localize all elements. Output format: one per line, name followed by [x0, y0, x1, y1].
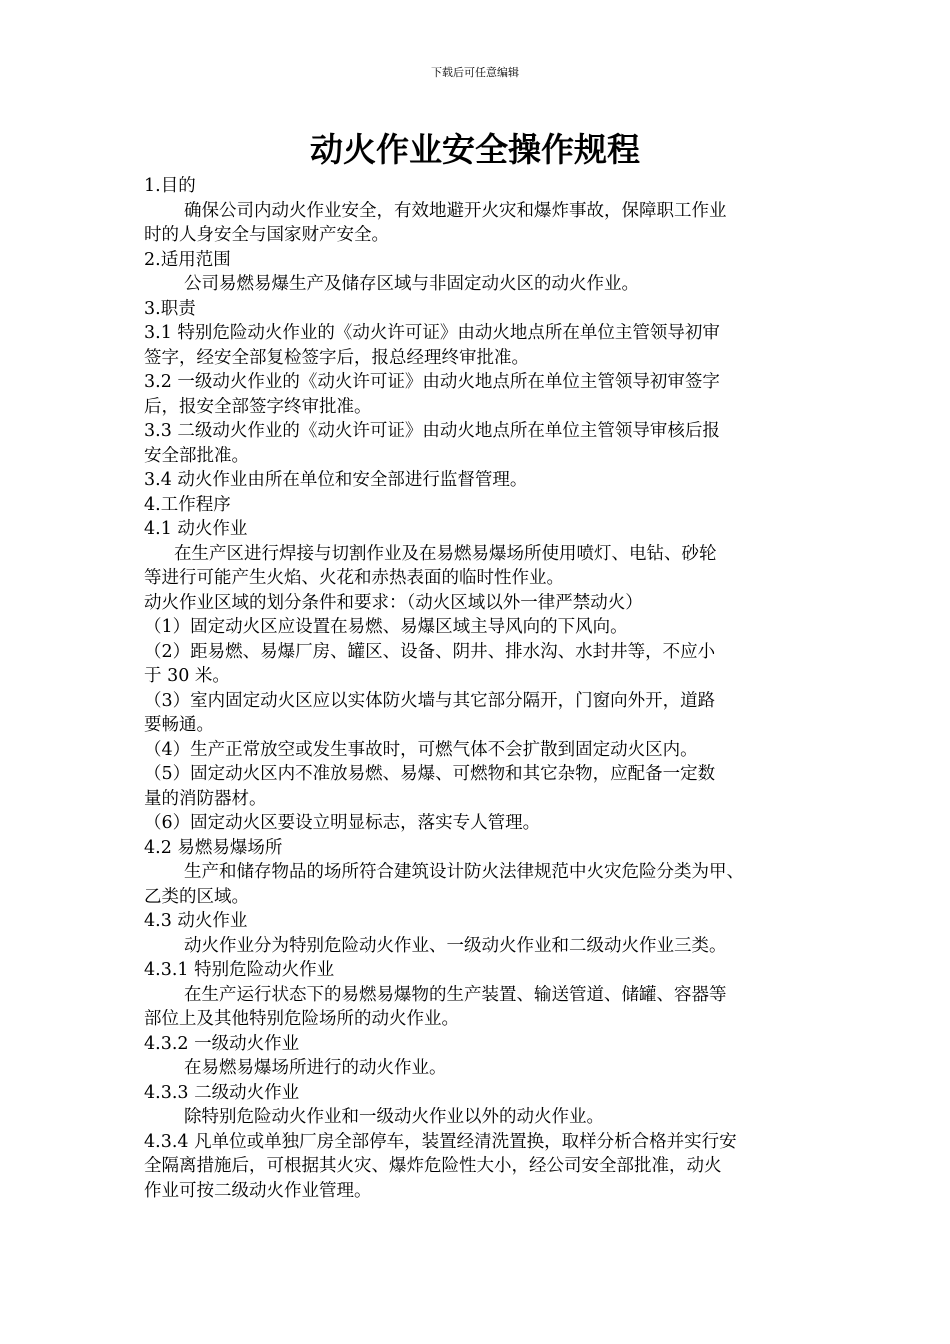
- text-line: 1.目的: [144, 176, 196, 196]
- text-line: 量的消防器材。: [144, 788, 267, 809]
- text-line: 动火作业分为特别危险动火作业、一级动火作业和二级动火作业三类。: [184, 935, 727, 956]
- text-line: 3.职责: [144, 298, 196, 319]
- text-line: 4.3.3 二级动火作业: [144, 1082, 300, 1103]
- text-line: （1）固定动火区应设置在易燃、易爆区域主导风向的下风向。: [144, 617, 628, 637]
- text-line: 在生产区进行焊接与切割作业及在易燃易爆场所使用喷灯、电钻、砂轮: [174, 543, 717, 564]
- text-line: 于 30 米。: [144, 666, 230, 686]
- text-line: 3.3 二级动火作业的《动火许可证》由动火地点所在单位主管领导审核后报: [144, 421, 720, 441]
- text-line: 在易燃易爆场所进行的动火作业。: [184, 1058, 447, 1078]
- text-line: 除特别危险动火作业和一级动火作业以外的动火作业。: [184, 1107, 604, 1127]
- text-line: 时的人身安全与国家财产安全。: [144, 225, 389, 245]
- text-line: 等进行可能产生火焰、火花和赤热表面的临时性作业。: [144, 568, 564, 588]
- text-line: 在生产运行状态下的易燃易爆物的生产装置、输送管道、储罐、容器等: [184, 984, 727, 1005]
- text-line: 3.4 动火作业由所在单位和安全部进行监督管理。: [144, 470, 528, 490]
- text-line: 2.适用范围: [144, 249, 231, 270]
- text-line: 确保公司内动火作业安全，有效地避开火灾和爆炸事故，保障职工作业: [184, 200, 727, 221]
- text-line: 动火作业区域的划分条件和要求：（动火区域以外一律严禁动火）: [144, 592, 643, 613]
- text-line: 4.3.1 特别危险动火作业: [144, 960, 335, 980]
- text-line: 4.3.4 凡单位或单独厂房全部停车，装置经清洗置换，取样分析合格并实行安: [144, 1131, 737, 1152]
- text-line: 4.2 易燃易爆场所: [144, 837, 283, 858]
- text-line: （2）距易燃、易爆厂房、罐区、设备、阴井、排水沟、水封井等，不应小: [144, 641, 716, 662]
- text-line: 4.工作程序: [144, 494, 231, 515]
- document-body: [144, 174, 809, 1203]
- text-line: 签字，经安全部复检签字后，报总经理终审批准。: [144, 347, 529, 368]
- text-line: 3.1 特别危险动火作业的《动火许可证》由动火地点所在单位主管领导初审: [144, 323, 720, 343]
- text-line: （3）室内固定动火区应以实体防火墙与其它部分隔开，门窗向外开，道路: [144, 690, 716, 711]
- text-line: （6）固定动火区要设立明显标志，落实专人管理。: [144, 813, 541, 833]
- document-title: 动火作业安全操作规程: [310, 130, 640, 169]
- header-note: 下载后可任意编辑: [431, 66, 519, 79]
- text-line: 作业可按二级动火作业管理。: [144, 1180, 372, 1201]
- text-line: 3.2 一级动火作业的《动火许可证》由动火地点所在单位主管领导初审签字: [144, 372, 720, 392]
- text-line: 4.3.2 一级动火作业: [144, 1033, 300, 1054]
- text-line: 全隔离措施后，可根据其火灾、爆炸危险性大小，经公司安全部批准，动火: [144, 1156, 722, 1176]
- text-line: （5）固定动火区内不准放易燃、易爆、可燃物和其它杂物，应配备一定数: [144, 764, 716, 784]
- text-line: 乙类的区域。: [144, 886, 249, 907]
- text-line: 要畅通。: [144, 715, 214, 735]
- text-line: （4）生产正常放空或发生事故时，可燃气体不会扩散到固定动火区内。: [144, 739, 698, 760]
- text-line: 公司易燃易爆生产及储存区域与非固定动火区的动火作业。: [184, 274, 639, 294]
- text-line: 4.3 动火作业: [144, 911, 248, 931]
- text-line: 生产和储存物品的场所符合建筑设计防火法律规范中火灾危险分类为甲、: [184, 862, 744, 882]
- text-line: 部位上及其他特别危险场所的动火作业。: [144, 1009, 459, 1029]
- text-line: 4.1 动火作业: [144, 519, 248, 539]
- text-line: 后，报安全部签字终审批准。: [144, 396, 372, 417]
- text-line: 安全部批准。: [144, 445, 249, 466]
